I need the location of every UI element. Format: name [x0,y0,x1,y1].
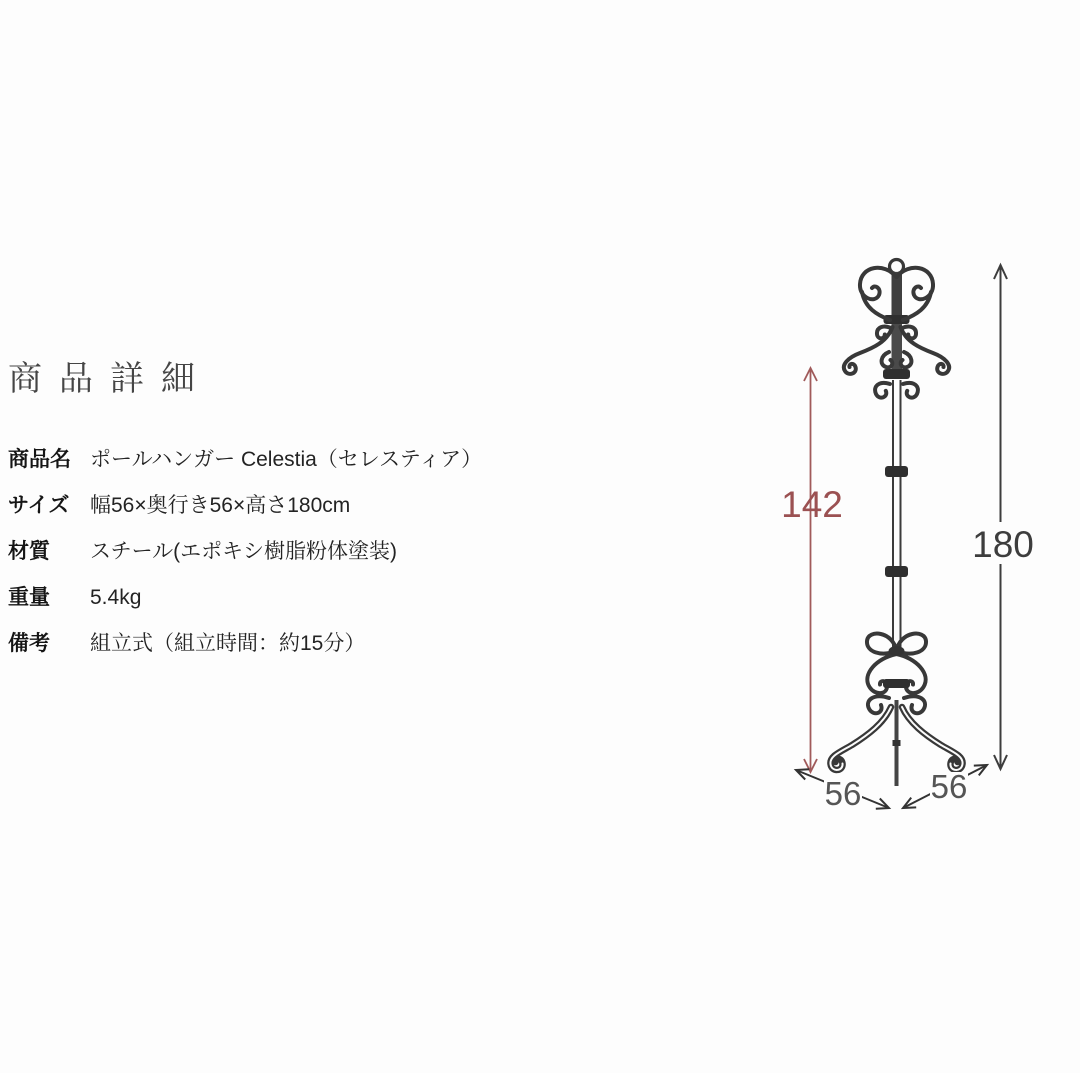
spec-table [8,447,528,677]
spec-label: 商品名 [8,448,71,471]
spec-value: スチール(エポキシ樹脂粉体塗装) [90,540,397,563]
total-height-label: 180 [972,524,1034,565]
spec-value: 組立式（組立時間：約15分） [90,632,366,655]
spec-value: 幅56×奥行き56×高さ180cm [90,494,351,517]
page-title: 商品詳細 [8,360,212,398]
spec-row-size [8,493,528,519]
product-diagram [770,250,1060,830]
spec-value: ポールハンガー Celestia（セレスティア） [90,448,483,471]
width-label: 56 [824,775,862,812]
pole-height-arrow [804,368,817,772]
spec-row-material [8,539,528,565]
spec-label: 材質 [8,540,50,563]
pole-height-label: 142 [781,484,843,525]
spec-value: 5.4kg [90,586,142,609]
spec-label: 重量 [8,586,50,609]
center-front-leg [893,700,901,786]
spec-label: サイズ [8,494,70,517]
spec-label: 備考 [8,632,50,655]
spec-row-product-name [8,447,528,473]
coat-rack-line-drawing [770,250,1060,830]
total-height-arrow [994,265,1007,769]
spec-row-weight [8,585,528,611]
spec-row-notes [8,631,528,657]
depth-label: 56 [930,768,968,805]
coat-rack-illustration [830,260,962,787]
